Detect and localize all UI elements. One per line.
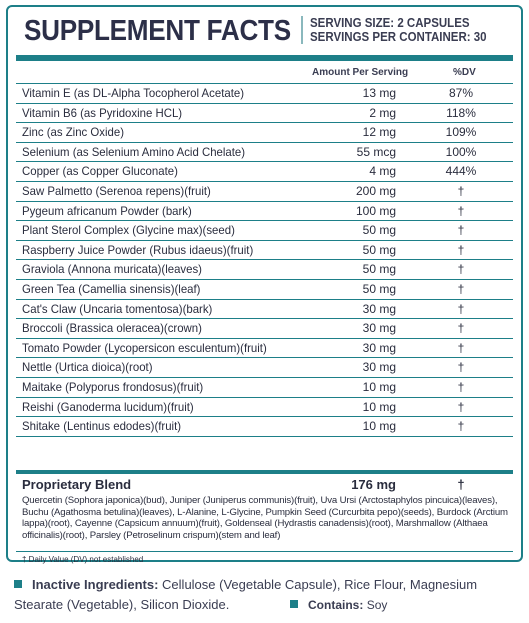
- nutrient-amount: 12 mg: [362, 125, 396, 140]
- nutrient-name: Plant Sterol Complex (Glycine max)(seed): [22, 223, 235, 238]
- contains-text: Soy: [366, 598, 388, 612]
- nutrient-row: [16, 182, 513, 202]
- nutrient-amount: 30 mg: [362, 301, 396, 316]
- blend-name: Proprietary Blend: [22, 477, 132, 492]
- nutrient-amount: 10 mg: [362, 419, 396, 434]
- nutrient-amount: 55 mcg: [356, 144, 396, 159]
- nutrient-name: Raspberry Juice Powder (Rubus idaeus)(fruit): [22, 242, 254, 257]
- serving-info: [310, 16, 487, 44]
- nutrient-name: Nettle (Urtica dioica)(root): [22, 360, 153, 375]
- nutrient-name: Vitamin E (as DL-Alpha Tocopherol Acetate): [22, 86, 245, 100]
- supplement-facts-panel: [6, 5, 523, 562]
- nutrient-name: Pygeum africanum Powder (bark): [22, 203, 192, 218]
- nutrient-row: [16, 202, 513, 222]
- nutrient-name: Vitamin B6 (as Pyridoxine HCL): [22, 105, 183, 120]
- nutrient-name: Cat's Claw (Uncaria tomentosa)(bark): [22, 301, 213, 316]
- nutrient-amount: 30 mg: [362, 321, 396, 336]
- nutrient-amount: 30 mg: [362, 360, 396, 375]
- nutrient-row: [16, 300, 513, 320]
- square-bullet-icon: [14, 580, 22, 588]
- nutrient-name: Saw Palmetto (Serenoa repens)(fruit): [22, 183, 211, 198]
- nutrient-row: [16, 143, 513, 163]
- dv-footnote: † Daily Value (DV) not established: [22, 555, 144, 564]
- nutrient-dv: 444%: [445, 164, 477, 179]
- nutrient-row: [16, 319, 513, 339]
- nutrient-name: Maitake (Polyporus frondosus)(fruit): [22, 379, 204, 394]
- nutrient-dv: 87%: [448, 86, 474, 100]
- dv-column-header: %DV: [453, 67, 476, 78]
- nutrient-row: [16, 123, 513, 143]
- nutrient-amount: 50 mg: [362, 242, 396, 257]
- nutrient-name: Graviola (Annona muricata)(leaves): [22, 262, 202, 277]
- nutrient-dv: †: [457, 262, 465, 277]
- nutrient-amount: 2 mg: [369, 105, 396, 120]
- inactive-label: Inactive Ingredients:: [32, 577, 159, 592]
- contains-allergen: [290, 598, 387, 612]
- nutrient-row: [16, 84, 513, 104]
- nutrient-dv: †: [457, 223, 465, 238]
- nutrient-table: [16, 84, 513, 437]
- nutrient-dv: †: [457, 340, 465, 355]
- nutrient-dv: 100%: [445, 144, 477, 159]
- blend-amount: 176 mg: [351, 477, 396, 492]
- nutrient-name: Broccoli (Brassica oleracea)(crown): [22, 321, 202, 336]
- facts-header: [8, 7, 521, 49]
- nutrient-name: Zinc (as Zinc Oxide): [22, 125, 124, 140]
- blend-dv: †: [457, 477, 465, 492]
- nutrient-amount: 50 mg: [362, 262, 396, 277]
- nutrient-name: Green Tea (Camellia sinensis)(leaf): [22, 281, 201, 296]
- nutrient-dv: 109%: [445, 125, 477, 140]
- nutrient-row: [16, 358, 513, 378]
- nutrient-name: Selenium (as Selenium Amino Acid Chelate): [22, 144, 246, 159]
- nutrient-name: Tomato Powder (Lycopersicon esculentum)(fruit): [22, 340, 267, 355]
- nutrient-amount: 50 mg: [362, 281, 396, 296]
- nutrient-amount: 30 mg: [362, 340, 396, 355]
- nutrient-row: [16, 260, 513, 280]
- nutrient-row: [16, 241, 513, 261]
- inactive-text: Cellulose (Vegetable Capsule), Rice Flour, Magnesium Stearate (Vegetable), Silicon Dioxide.: [14, 577, 478, 612]
- nutrient-row: [16, 378, 513, 398]
- contains-label: Contains:: [308, 598, 364, 612]
- nutrient-amount: 10 mg: [362, 379, 396, 394]
- facts-title: SUPPLEMENT FACTS: [24, 15, 291, 47]
- header-rule: [16, 55, 513, 61]
- nutrient-dv: †: [457, 301, 465, 316]
- nutrient-amount: 13 mg: [362, 86, 396, 100]
- nutrient-dv: †: [457, 379, 465, 394]
- blend-ingredients: Quercetin (Sophora japonica)(bud), Juniper (Juniperus communis)(fruit), Uva Ursi (Arctostaphylos pincuica)(leaves), Buchu (Agathosma betulina)(leaves), L-Alanine, L-Glycine, Pumpkin Seed (Curcurbita pepo)(seeds), Burdock (Arctium lappa)(root), Cayenne (Capsicum annuum)(fruit), Goldenseal (Hydrastis canadensis)(root), Marshmallow (Althaea officinalis)(root), Parsley (Petroselinum crispum)(stem and leaf): [22, 495, 508, 541]
- nutrient-row: [16, 417, 513, 437]
- nutrient-name: Copper (as Copper Gluconate): [22, 164, 178, 179]
- nutrient-dv: †: [457, 399, 465, 414]
- nutrient-dv: †: [457, 183, 465, 198]
- inactive-ingredients: [14, 575, 514, 615]
- square-bullet-icon: [290, 600, 298, 608]
- nutrient-row: [16, 162, 513, 182]
- nutrient-amount: 50 mg: [362, 223, 396, 238]
- serving-size: SERVING SIZE: 2 CAPSULES: [310, 16, 470, 30]
- nutrient-dv: 118%: [446, 105, 476, 120]
- nutrient-amount: 10 mg: [362, 399, 396, 414]
- nutrient-dv: †: [457, 203, 465, 218]
- proprietary-blend-row: [16, 474, 513, 496]
- header-divider: [301, 16, 303, 44]
- nutrient-row: [16, 398, 513, 418]
- nutrient-dv: †: [457, 321, 465, 336]
- nutrient-dv: †: [457, 242, 465, 257]
- nutrient-row: [16, 280, 513, 300]
- nutrient-name: Reishi (Ganoderma lucidum)(fruit): [22, 399, 194, 414]
- amount-column-header: Amount Per Serving: [312, 67, 409, 78]
- nutrient-row: [16, 221, 513, 241]
- nutrient-row: [16, 339, 513, 359]
- nutrient-amount: 200 mg: [355, 183, 396, 198]
- footnote-rule: [16, 551, 513, 552]
- nutrient-amount: 100 mg: [355, 203, 396, 218]
- nutrient-dv: †: [457, 419, 465, 434]
- nutrient-row: [16, 104, 513, 124]
- nutrient-name: Shitake (Lentinus edodes)(fruit): [22, 419, 182, 434]
- servings-per-container: SERVINGS PER CONTAINER: 30: [310, 30, 487, 44]
- nutrient-dv: †: [457, 281, 465, 296]
- nutrient-amount: 4 mg: [369, 164, 396, 179]
- nutrient-dv: †: [457, 360, 465, 375]
